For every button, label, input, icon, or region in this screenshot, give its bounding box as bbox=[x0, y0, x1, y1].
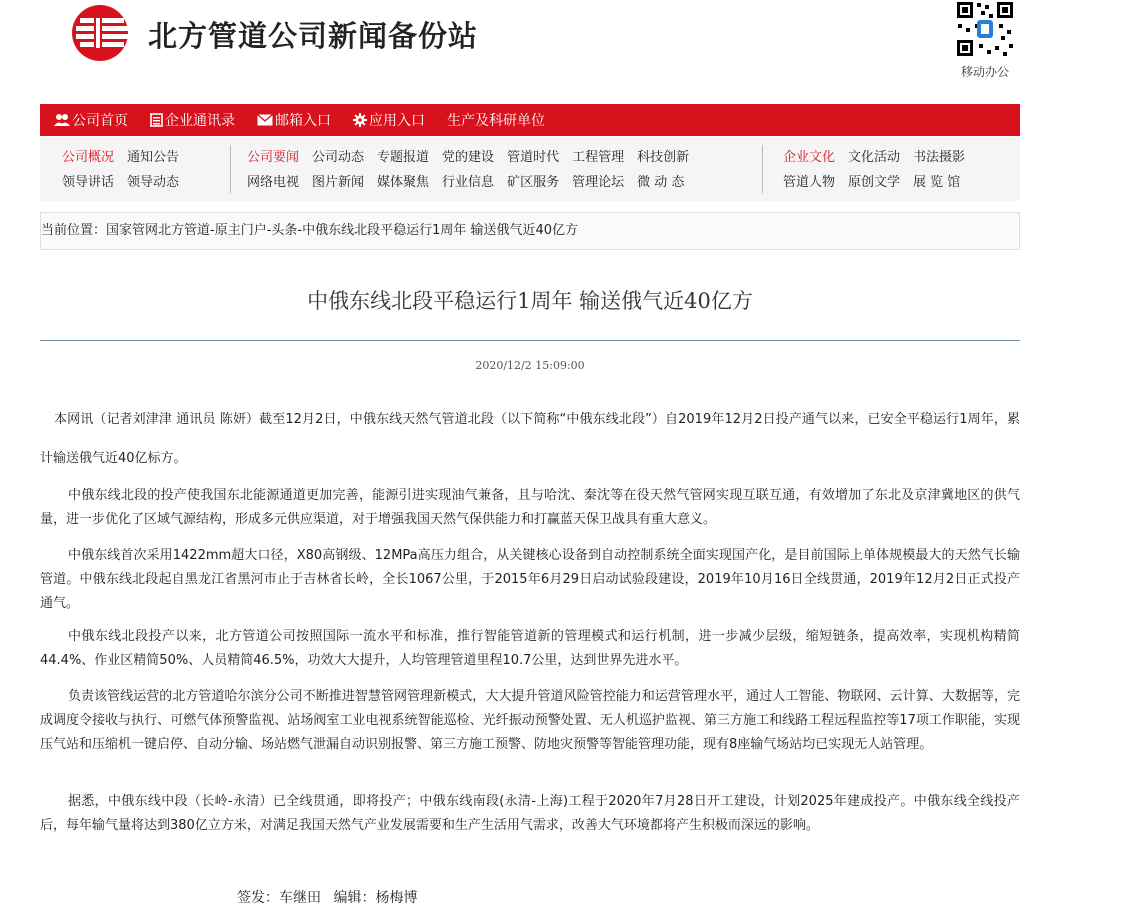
sub-navigation bbox=[40, 137, 1020, 201]
subnav-link[interactable]: 管道时代 bbox=[507, 150, 560, 165]
editor-label: 编辑：杨梅博 bbox=[333, 890, 418, 906]
subnav-link[interactable]: 网络电视 bbox=[247, 175, 300, 190]
subnav-link[interactable]: 微 动 态 bbox=[637, 175, 685, 190]
gear-icon bbox=[353, 113, 367, 127]
subnav-link[interactable]: 原创文学 bbox=[848, 175, 901, 190]
article-title: 中俄东线北段平稳运行1周年 输送俄气近40亿方 bbox=[307, 289, 753, 313]
subnav-link[interactable]: 企业文化 bbox=[783, 150, 836, 165]
subnav-link[interactable]: 公司动态 bbox=[312, 150, 365, 165]
article-footer bbox=[237, 887, 425, 907]
subnav-link[interactable]: 领导动态 bbox=[127, 175, 180, 190]
qr-code-icon[interactable] bbox=[955, 0, 1015, 58]
subnav-group-news bbox=[247, 143, 702, 193]
subnav-row bbox=[783, 168, 978, 193]
nav-mail[interactable] bbox=[257, 110, 331, 130]
subnav-divider bbox=[762, 145, 763, 193]
title-divider bbox=[40, 340, 1020, 341]
contacts-icon bbox=[150, 113, 163, 127]
nav-production-units-label: 生产及科研单位 bbox=[447, 113, 545, 129]
article-date: 2020/12/2 15:09:00 bbox=[475, 359, 585, 372]
subnav-link[interactable]: 专题报道 bbox=[377, 150, 430, 165]
subnav-link[interactable]: 行业信息 bbox=[442, 175, 495, 190]
subnav-link[interactable]: 文化活动 bbox=[848, 150, 901, 165]
nav-mail-label: 邮箱入口 bbox=[275, 113, 331, 129]
subnav-link[interactable]: 科技创新 bbox=[637, 150, 690, 165]
subnav-row bbox=[62, 143, 192, 168]
article-paragraph: 中俄东线首次采用1422mm超大口径，X80高钢级、12MPa高压力组合，从关键核心设备到自动控制系统全面实现国产化，是目前国际上单体规模最大的天然气长输管道。中俄东线北段起自黑龙江省黑河市止于吉林省长岭，全长1067公里，于2015年6月29日启动试验段建设，2019年10月16日全线贯通，2019年12月2日正式投产通气。 bbox=[40, 548, 1020, 611]
subnav-link[interactable]: 展 览 馆 bbox=[913, 175, 961, 190]
article-paragraph: 中俄东线北段投产以来，北方管道公司按照国际一流水平和标准，推行智能管道新的管理模式和运行机制，进一步减少层级，缩短链条，提高效率，实现机构精简44.4%、作业区精简50%、人员精简46.5%，功效大大提升，人均管理管道里程10.7公里，达到世界先进水平。 bbox=[40, 629, 1020, 668]
company-logo[interactable] bbox=[70, 4, 134, 62]
subnav-row bbox=[247, 143, 702, 168]
subnav-link[interactable]: 图片新闻 bbox=[312, 175, 365, 190]
article-paragraph: 负责该管线运营的北方管道哈尔滨分公司不断推进智慧管网管理新模式，大大提升管道风险管控能力和运营管理水平，通过人工智能、物联网、云计算、大数据等，完成调度令接收与执行、可燃气体预警监视、站场阀室工业电视系统智能巡检、光纤振动预警处置、无人机巡护监视、第三方施工和线路工程远程监控等17项工作职能，实现压气站和压缩机一键启停、自动分输、场站燃气泄漏自动识别报警、第三方施工预警、防地灾预警等智能管理功能，现有8座输气场站均已实现无人站管理。 bbox=[40, 689, 1020, 752]
mobile-office-label[interactable]: 移动办公 bbox=[960, 65, 1009, 79]
article-paragraph: 中俄东线北段的投产使我国东北能源通道更加完善，能源引进实现油气兼备，且与哈沈、秦沈等在役天然气管网实现互联互通，有效增加了东北及京津冀地区的供气量，进一步优化了区域气源结构，形成多元供应渠道，对于增强我国天然气保供能力和打赢蓝天保卫战具有重大意义。 bbox=[40, 488, 1020, 527]
users-icon bbox=[54, 113, 70, 127]
subnav-link[interactable]: 媒体聚焦 bbox=[377, 175, 430, 190]
subnav-group-culture bbox=[783, 143, 978, 193]
subnav-link[interactable]: 通知公告 bbox=[127, 150, 180, 165]
subnav-divider bbox=[230, 145, 231, 193]
subnav-link[interactable]: 公司要闻 bbox=[247, 150, 300, 165]
subnav-link[interactable]: 管理论坛 bbox=[572, 175, 625, 190]
subnav-link[interactable]: 工程管理 bbox=[572, 150, 625, 165]
nav-production-units[interactable] bbox=[447, 110, 545, 130]
nav-contacts-label: 企业通讯录 bbox=[165, 113, 235, 129]
subnav-link[interactable]: 领导讲话 bbox=[62, 175, 115, 190]
article-paragraph: 据悉，中俄东线中段（长岭-永清）已全线贯通，即将投产；中俄东线南段(永清-上海)工程于2020年7月28日开工建设，计划2025年建成投产。中俄东线全线投产后，每年输气量将达到380亿立方米，对满足我国天然气产业发展需要和生产生活用气需求，改善大气环境都将产生积极而深远的影响。 bbox=[40, 794, 1020, 833]
nav-apps[interactable] bbox=[353, 110, 425, 130]
subnav-row bbox=[247, 168, 702, 193]
subnav-link[interactable]: 矿区服务 bbox=[507, 175, 560, 190]
issuer-label: 签发：车继田 bbox=[237, 890, 321, 906]
subnav-link[interactable]: 党的建设 bbox=[442, 150, 495, 165]
mail-icon bbox=[257, 114, 273, 126]
header bbox=[0, 0, 1126, 100]
top-navigation bbox=[40, 104, 1020, 136]
site-title: 北方管道公司新闻备份站 bbox=[148, 19, 479, 53]
subnav-link[interactable]: 管道人物 bbox=[783, 175, 836, 190]
nav-contacts[interactable] bbox=[150, 110, 235, 130]
nav-apps-label: 应用入口 bbox=[369, 113, 425, 129]
breadcrumb: 当前位置：国家管网北方管道-原主门户-头条-中俄东线北段平稳运行1周年 输送俄气近40亿方 bbox=[40, 212, 1020, 250]
article-paragraph: 本网讯（记者刘津津 通讯员 陈妍）截至12月2日，中俄东线天然气管道北段（以下简称“中俄东线北段”）自2019年12月2日投产通气以来，已安全平稳运行1周年，累计输送俄气近40亿标方。 bbox=[40, 412, 1020, 466]
nav-home[interactable] bbox=[54, 110, 128, 130]
subnav-link[interactable]: 公司概况 bbox=[62, 150, 115, 165]
subnav-group-company bbox=[62, 143, 192, 193]
subnav-row bbox=[62, 168, 192, 193]
subnav-link[interactable]: 书法摄影 bbox=[913, 150, 966, 165]
nav-home-label: 公司首页 bbox=[72, 113, 128, 129]
subnav-row bbox=[783, 143, 978, 168]
